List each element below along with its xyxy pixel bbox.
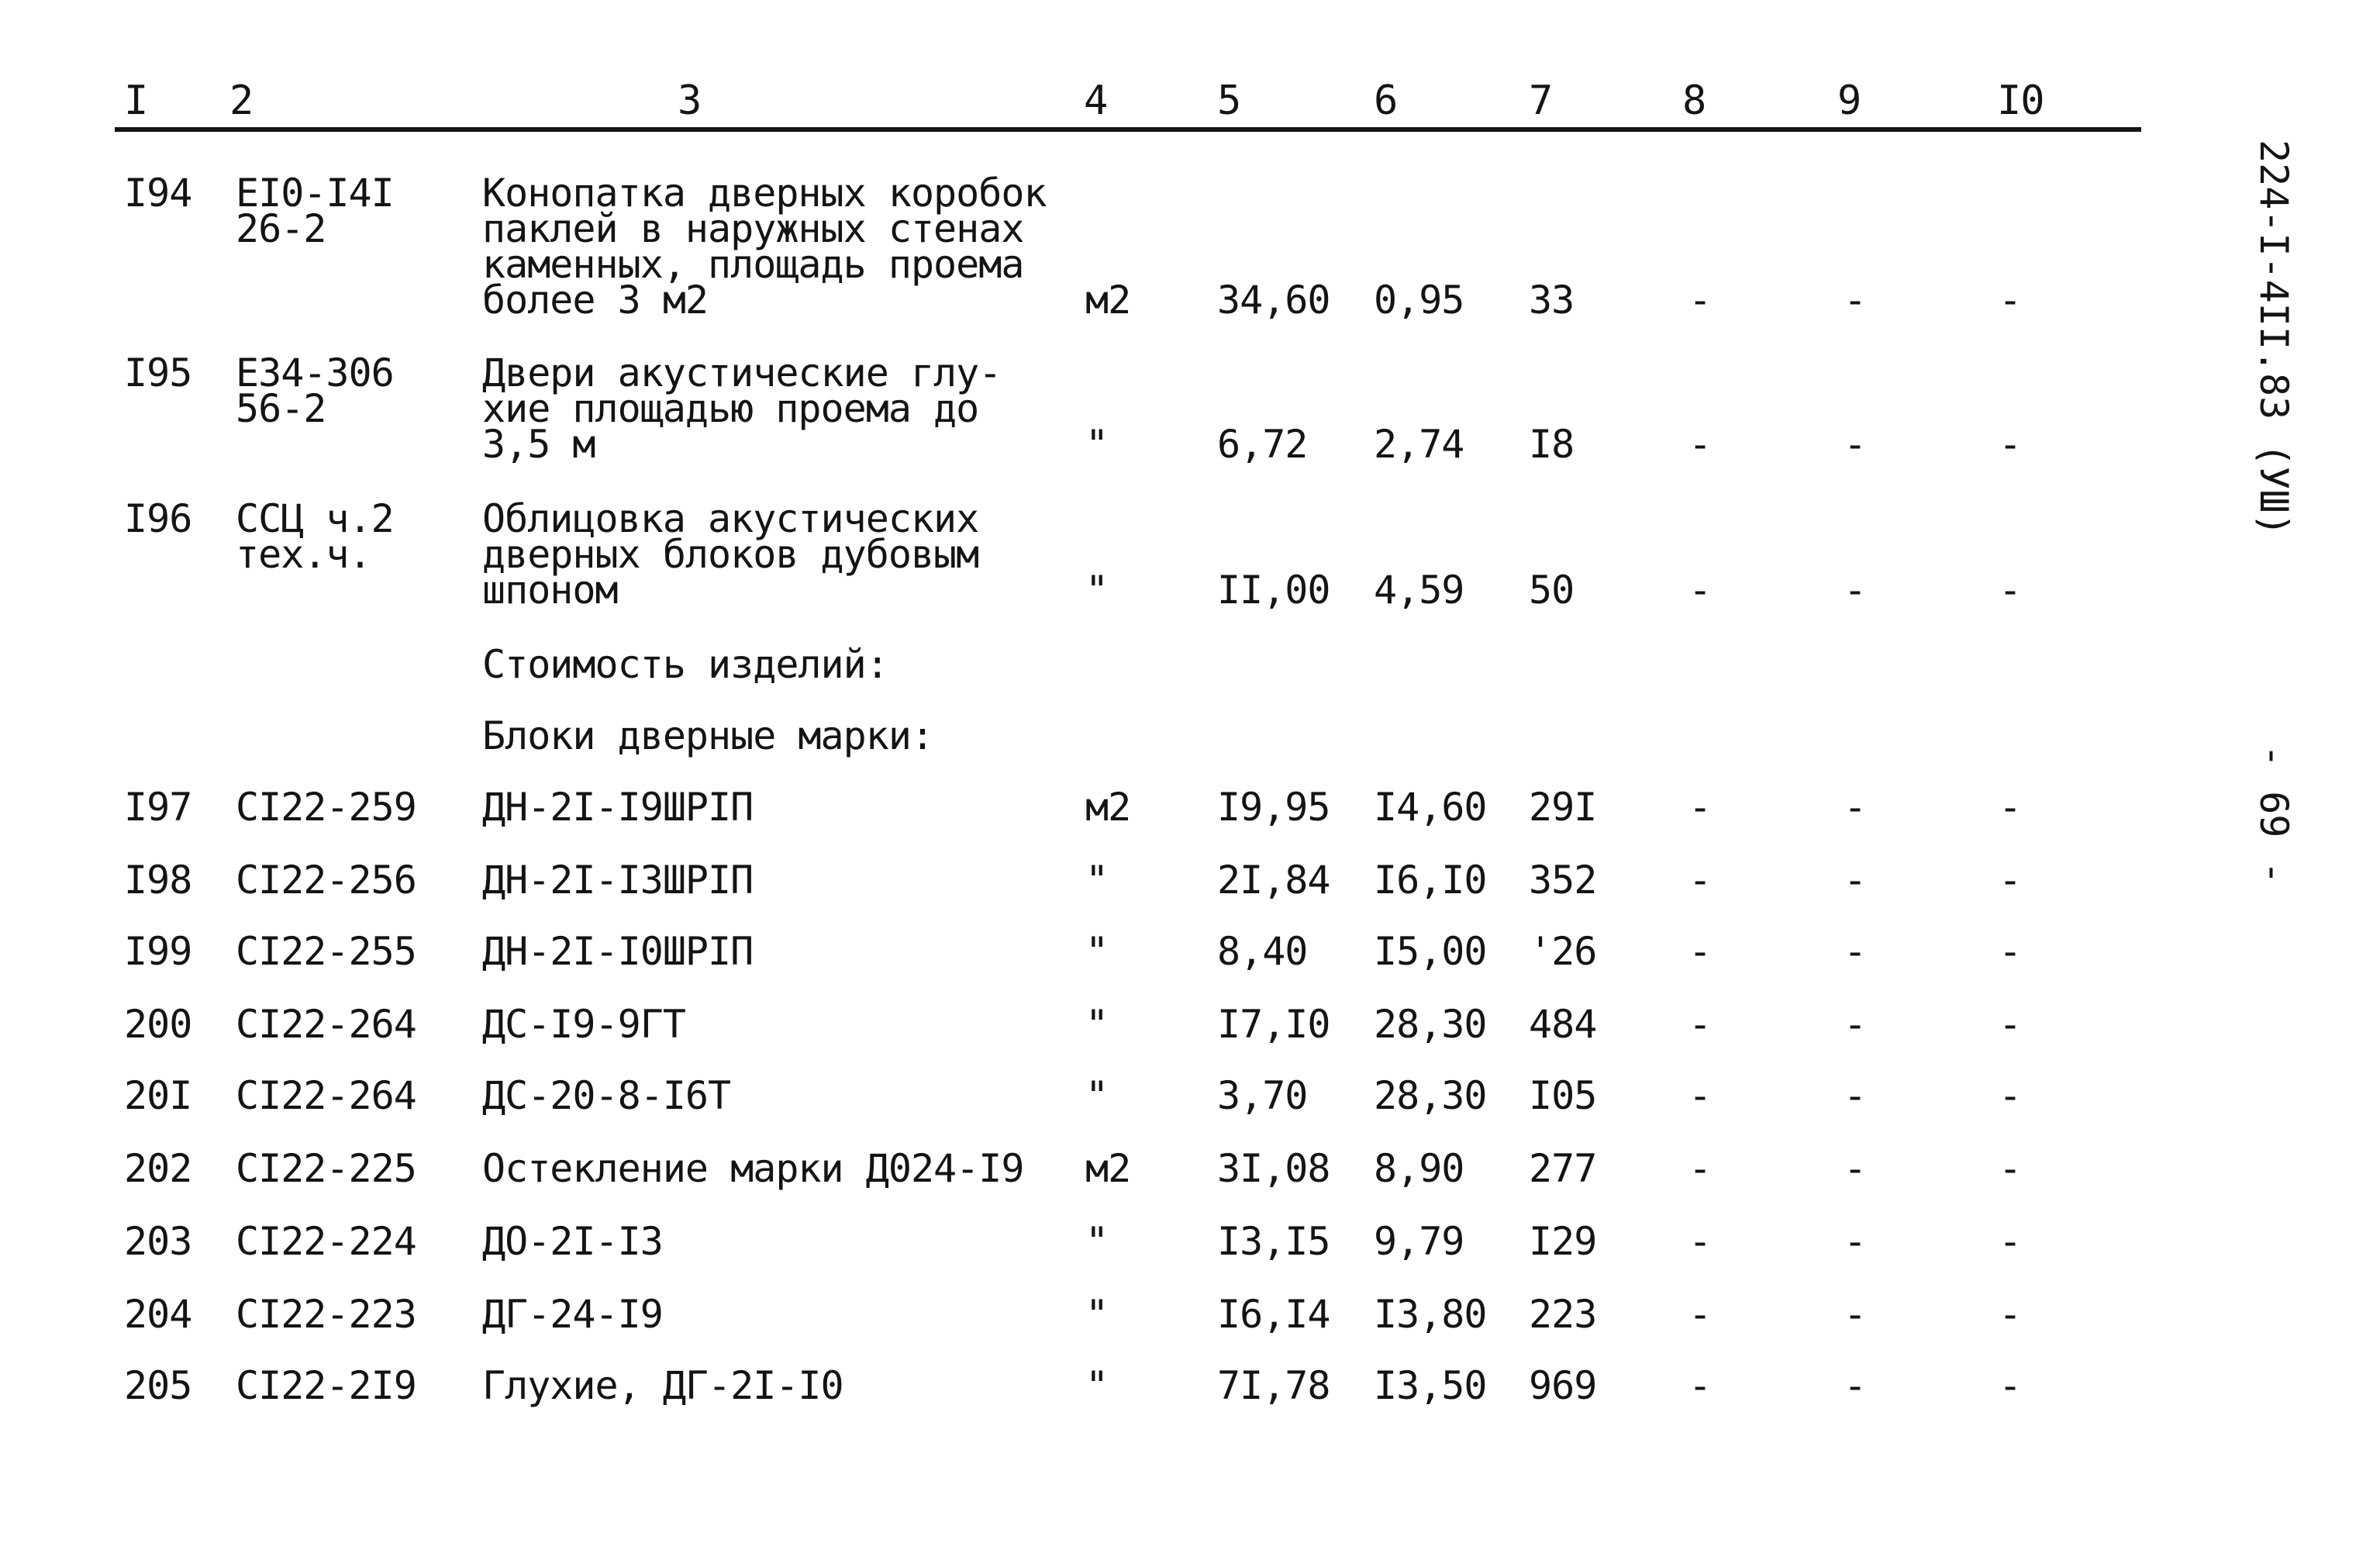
value-col-9: - <box>1844 785 1867 830</box>
value-col-7: 223 <box>1529 1292 1597 1337</box>
value-col-10: - <box>1999 929 2022 974</box>
value-col-6: I3,50 <box>1374 1363 1487 1408</box>
value-col-5: I9,95 <box>1217 785 1330 830</box>
value-col-9: - <box>1844 1292 1867 1337</box>
value-col-5: 6,72 <box>1217 422 1308 467</box>
column-header-10: I0 <box>1997 78 2044 124</box>
value-col-7: I29 <box>1529 1219 1597 1264</box>
value-col-9: - <box>1844 1002 1867 1047</box>
value-col-7: '26 <box>1529 929 1597 974</box>
unit: м2 <box>1085 785 1131 830</box>
row-number: I96 <box>124 496 192 541</box>
unit: м2 <box>1085 278 1131 323</box>
value-col-10: - <box>1999 1146 2022 1191</box>
value-col-9: - <box>1844 858 1867 903</box>
value-col-6: I4,60 <box>1374 785 1487 830</box>
value-col-8: - <box>1688 1002 1712 1047</box>
price-code: CI22-264 <box>236 1073 416 1118</box>
description-line: 3,5 м <box>482 422 595 467</box>
row-number: I99 <box>124 929 192 974</box>
value-col-5: I7,I0 <box>1217 1002 1330 1047</box>
value-col-5: 7I,78 <box>1217 1363 1330 1408</box>
column-header-2: 2 <box>229 78 254 124</box>
row-number: 203 <box>124 1219 192 1264</box>
price-code: 56-2 <box>236 386 326 431</box>
row-number: 205 <box>124 1363 192 1408</box>
value-col-7: I05 <box>1529 1073 1597 1118</box>
column-header-3: 3 <box>678 78 702 124</box>
row-number: 202 <box>124 1146 192 1191</box>
header-rule <box>115 127 2141 132</box>
description-line: ДС-20-8-I6Т <box>482 1073 731 1118</box>
value-col-10: - <box>1999 1219 2022 1264</box>
value-col-7: 33 <box>1529 278 1575 323</box>
value-col-8: - <box>1688 1146 1712 1191</box>
price-code: CI22-223 <box>236 1292 416 1337</box>
row-number: I94 <box>124 171 192 216</box>
value-col-8: - <box>1688 278 1712 323</box>
value-col-9: - <box>1844 422 1867 467</box>
value-col-10: - <box>1999 785 2022 830</box>
unit: " <box>1085 929 1109 974</box>
unit: " <box>1085 1002 1109 1047</box>
value-col-9: - <box>1844 568 1867 613</box>
unit: " <box>1085 422 1109 467</box>
column-header-8: 8 <box>1682 78 1706 124</box>
value-col-6: I3,80 <box>1374 1292 1487 1337</box>
description-line: более 3 м2 <box>482 278 709 323</box>
unit: м2 <box>1085 1146 1131 1191</box>
description-line: Блоки дверные марки: <box>482 713 934 758</box>
value-col-9: - <box>1844 1073 1867 1118</box>
value-col-10: - <box>1999 1073 2022 1118</box>
description-line: ДН-2I-I9ШРIП <box>482 785 754 830</box>
value-col-5: I6,I4 <box>1217 1292 1330 1337</box>
value-col-7: 277 <box>1529 1146 1597 1191</box>
description-line: паклей в наружных стенах <box>482 206 1024 251</box>
value-col-8: - <box>1688 1073 1712 1118</box>
description-line: ДС-I9-9ГТ <box>482 1002 685 1047</box>
row-number: 204 <box>124 1292 192 1337</box>
unit: " <box>1085 1292 1109 1337</box>
value-col-6: 9,79 <box>1374 1219 1464 1264</box>
price-code: CI22-259 <box>236 785 416 830</box>
value-col-5: 34,60 <box>1217 278 1330 323</box>
row-number: I95 <box>124 350 192 395</box>
description-line: каменных, площадь проема <box>482 242 1024 287</box>
value-col-9: - <box>1844 278 1867 323</box>
description-line: Стоимость изделий: <box>482 642 888 687</box>
value-col-8: - <box>1688 858 1712 903</box>
value-col-5: 3,70 <box>1217 1073 1308 1118</box>
unit: " <box>1085 1363 1109 1408</box>
description-line: Облицовка акустических <box>482 496 979 541</box>
value-col-8: - <box>1688 929 1712 974</box>
value-col-6: 0,95 <box>1374 278 1464 323</box>
value-col-5: 3I,08 <box>1217 1146 1330 1191</box>
value-col-5: II,00 <box>1217 568 1330 613</box>
column-header-7: 7 <box>1529 78 1553 124</box>
value-col-7: 969 <box>1529 1363 1597 1408</box>
value-col-8: - <box>1688 1292 1712 1337</box>
price-code: CI22-224 <box>236 1219 416 1264</box>
value-col-9: - <box>1844 1219 1867 1264</box>
price-code: ССЦ ч.2 <box>236 496 394 541</box>
row-number: 20I <box>124 1073 192 1118</box>
price-code: EI0-I4I <box>236 171 394 216</box>
value-col-7: 50 <box>1529 568 1575 613</box>
document-code: 224-I-4II.83 (УШ) <box>2251 140 2296 537</box>
description-line: ДН-2I-I3ШРIП <box>482 858 754 903</box>
price-code: тех.ч. <box>236 532 371 577</box>
value-col-8: - <box>1688 422 1712 467</box>
value-col-8: - <box>1688 785 1712 830</box>
value-col-5: 8,40 <box>1217 929 1308 974</box>
value-col-8: - <box>1688 1363 1712 1408</box>
value-col-10: - <box>1999 422 2022 467</box>
description-line: ДГ-24-I9 <box>482 1292 663 1337</box>
unit: " <box>1085 858 1109 903</box>
value-col-10: - <box>1999 1002 2022 1047</box>
value-col-7: 484 <box>1529 1002 1597 1047</box>
value-col-5: 2I,84 <box>1217 858 1330 903</box>
value-col-7: 352 <box>1529 858 1597 903</box>
price-code: E34-306 <box>236 350 394 395</box>
description-line: хие площадью проема до <box>482 386 979 431</box>
description-line: Остекление марки Д024-I9 <box>482 1146 1024 1191</box>
description-line: ДН-2I-I0ШРIП <box>482 929 754 974</box>
price-code: 26-2 <box>236 206 326 251</box>
description-line: шпоном <box>482 568 618 613</box>
column-header-5: 5 <box>1217 78 1241 124</box>
value-col-6: I5,00 <box>1374 929 1487 974</box>
value-col-9: - <box>1844 1363 1867 1408</box>
description-line: Конопатка дверных коробок <box>482 171 1047 216</box>
value-col-6: 8,90 <box>1374 1146 1464 1191</box>
row-number: I97 <box>124 785 192 830</box>
value-col-10: - <box>1999 568 2022 613</box>
value-col-6: I6,I0 <box>1374 858 1487 903</box>
page-number: - 69 - <box>2251 744 2296 885</box>
value-col-10: - <box>1999 858 2022 903</box>
value-col-10: - <box>1999 278 2022 323</box>
column-header-4: 4 <box>1084 78 1108 124</box>
column-header-6: 6 <box>1374 78 1398 124</box>
value-col-5: I3,I5 <box>1217 1219 1330 1264</box>
description-line: Глухие, ДГ-2I-I0 <box>482 1363 843 1408</box>
value-col-10: - <box>1999 1292 2022 1337</box>
description-line: Двери акустические глу- <box>482 350 1002 395</box>
value-col-9: - <box>1844 1146 1867 1191</box>
value-col-6: 4,59 <box>1374 568 1464 613</box>
description-line: ДО-2I-I3 <box>482 1219 663 1264</box>
unit: " <box>1085 1073 1109 1118</box>
value-col-6: 28,30 <box>1374 1002 1487 1047</box>
value-col-10: - <box>1999 1363 2022 1408</box>
value-col-7: I8 <box>1529 422 1575 467</box>
price-code: CI22-2I9 <box>236 1363 416 1408</box>
price-code: CI22-256 <box>236 858 416 903</box>
description-line: дверных блоков дубовым <box>482 532 979 577</box>
column-header-9: 9 <box>1837 78 1861 124</box>
value-col-8: - <box>1688 1219 1712 1264</box>
value-col-6: 2,74 <box>1374 422 1464 467</box>
value-col-6: 28,30 <box>1374 1073 1487 1118</box>
unit: " <box>1085 1219 1109 1264</box>
value-col-7: 29I <box>1529 785 1597 830</box>
row-number: I98 <box>124 858 192 903</box>
value-col-8: - <box>1688 568 1712 613</box>
price-code: CI22-264 <box>236 1002 416 1047</box>
unit: " <box>1085 568 1109 613</box>
value-col-9: - <box>1844 929 1867 974</box>
price-code: CI22-255 <box>236 929 416 974</box>
column-header-1: I <box>124 78 148 124</box>
row-number: 200 <box>124 1002 192 1047</box>
price-code: CI22-225 <box>236 1146 416 1191</box>
